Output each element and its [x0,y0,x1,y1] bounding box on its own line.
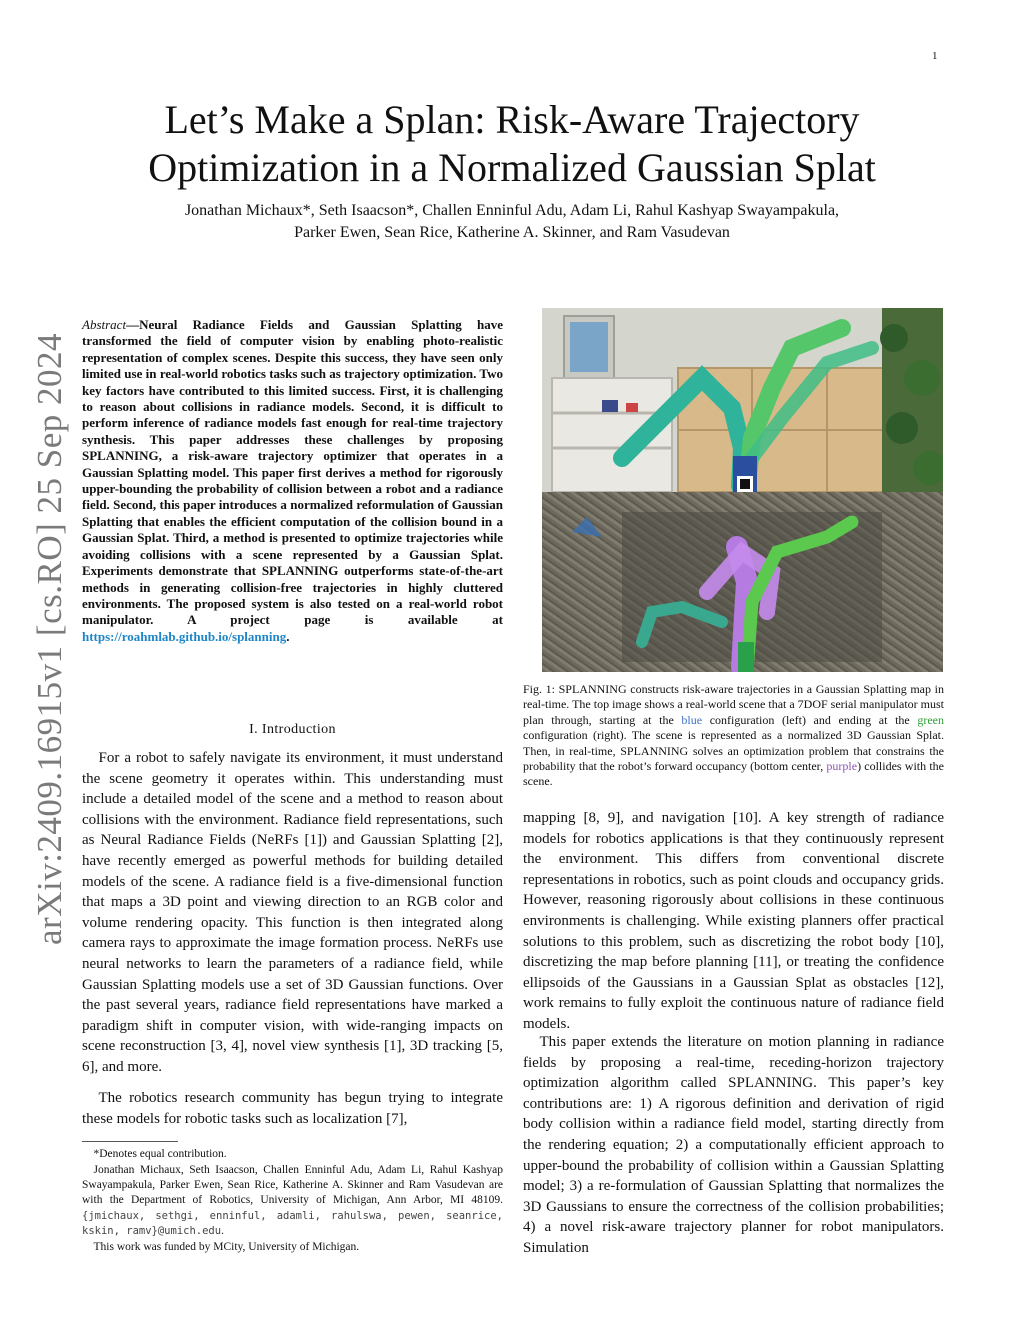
intro-paragraph-1: For a robot to safely navigate its environment, it must understand the scene geometry it operates within. This understanding must include a detailed model of the scene and a method to reason about collisions with the environment. Radiance field representations, such as Neural Radiance Fields (NeRFs [1]) and Gaussian Splatting [2], have recently emerged as powerful methods for building detailed models of the scene. A radiance field is a five-dimensional function that maps a 3D point and viewing direction to an RGB color and volume rendering opacity. This function is then integrated along camera rays to approximate the image formation process. NeRFs use neural networks to learn the parameters of a radiance field, while Gaussian Splatting models use a set of 3D Gaussian functions. Over the past several years, radiance field representations have marked a paradigm shift in computer vision, with wide-ranging impacts on scene reconstruction [3, 4], novel view synthesis [1], 3D tracking [5, 6], and more. [82,750,503,1075]
footnote-affiliation [82,1163,503,1239]
page-number: 1 [932,50,938,62]
figure-top-real-scene [542,308,943,492]
title-line-1: Let’s Make a Splan: Risk-Aware Trajectory [164,97,860,142]
author-list [100,200,924,244]
caption-blue-word: blue [681,712,703,727]
caption-part-3: configuration (right). The scene is represented as a normalized 3D Gaussian Splat. Then, in real-time, SPLANNING solves an optimization problem that constrains the probability that the robot’s forward occupancy (bottom center, [523,728,944,774]
footnote-affiliation-end: . [221,1224,224,1237]
footnote-rule [82,1141,178,1142]
paper-title [100,96,924,192]
arxiv-stamp: arXiv:2409.16915v1 [cs.RO] 25 Sep 2024 [30,332,69,945]
figure-1 [542,308,943,672]
intro-paragraph-2: The robotics research community has begun trying to integrate these models for robotic tasks such as localization [7], [82,1090,503,1127]
abstract-end: . [286,628,290,644]
figure-bottom-gaussian-splat [542,492,943,672]
caption-part-2: configuration (left) and ending at the [702,712,918,727]
footnote-emails: {jmichaux, sethgi, enninful, adamli, rahulswa, pewen, seanrice, kskin, ramv}@umich.edu [82,1209,503,1237]
gaussian-splat-illustration [542,492,943,672]
caption-part-4: ) collides with the scene. [523,759,944,789]
abstract-body: —Neural Radiance Fields and Gaussian Splatting have transformed the field of computer vision by enabling photo-realistic representation of complex scenes. Despite this success, they have seen only limited use in real-world robotics tasks such as trajectory optimization. Two key factors have contributed to this limited success. First, it is challenging to reason about collisions in radiance models. Second, it is difficult to perform inference of radiance models fast enough for real-time trajectory synthesis. This paper addresses these challenges by proposing SPLANNING, a risk-aware trajectory optimizer that operates in a Gaussian Splatting model. This paper first derives a method for rigorously upper-bounding the probability of collision between a robot and a radiance field. Second, this paper introduces a normalized reformulation of Gaussian Splatting that enables the efficient computation of the collision bound in a Gaussian Splat. Third, a method is presented to optimize trajectories while avoiding collisions with a scene represented by a Gaussian Splat. Experiments demonstrate that SPLANNING outperforms state-of-the-art methods in generating collision-free trajectories in highly cluttered environments. The proposed system is also tested on a real-world robot manipulator. A project page is available at [82,317,503,628]
authors-line-2: Parker Ewen, Sean Rice, Katherine A. Skinner, and Ram Vasudevan [294,224,730,241]
footnote-funding: This work was funded by MCity, University of Michigan. [93,1241,360,1253]
section-heading-introduction: I. Introduction [249,722,336,737]
footnote-affiliation-text: Jonathan Michaux, Seth Isaacson, Challen Enninful Adu, Adam Li, Rahul Kashyap Swayampakula, Parker Ewen, Sean Rice, Katherine A. Skinner and Ram Vasudevan are with the Department of Robotics, University of Michigan, Ann Arbor, MI 48109. [82,1164,503,1207]
caption-purple-word: purple [826,759,858,774]
abstract [82,317,503,645]
authors-line-1: Jonathan Michaux*, Seth Isaacson*, Challen Enninful Adu, Adam Li, Rahul Kashyap Swayampakula, [184,202,840,219]
abstract-lead: Abstract [82,317,127,332]
figure-1-caption [523,682,944,790]
project-page-link[interactable]: https://roahmlab.github.io/splanning [82,628,287,644]
real-scene-illustration [542,308,943,492]
footnote-equal-contribution: *Denotes equal contribution. [93,1148,227,1160]
caption-green-word: green [917,712,944,727]
title-line-2: Optimization in a Normalized Gaussian Splat [148,145,876,190]
caption-part-1: Fig. 1: SPLANNING constructs risk-aware trajectories in a Gaussian Splatting map in real-time. The top image shows a real-world scene that a 7DOF serial manipulator must plan through, starting at the [523,682,944,727]
right-paragraph-2: This paper extends the literature on motion planning in radiance fields by proposing a real-time, receding-horizon trajectory optimization algorithm called SPLANNING. This paper’s key contributions are: 1) A rigorous definition and derivation of rigid body collision within a radiance field model, starting directly from the rendering equation; 2) a computationally efficient approach to upper-bound the probability of collision within a Gaussian Splatting model; 3) a re-formulation of Gaussian Splatting that normalizes the 3D Gaussians to ensure the correctness of the collision probabilities; 4) a novel risk-aware trajectory planner for robot manipulators. Simulation [523,1034,944,1256]
right-paragraph-1: mapping [8, 9], and navigation [10]. A key strength of radiance models for robotics applications is that they continuously represent the environment. This differs from conventional discrete representations in robotics, such as point clouds and occupancy grids. However, reasoning rigorously about collisions in these continuous environments is challenging. While existing planners offer practical solutions to this problem, such as discretizing the robot body [10], discretizing the map before planning [11], or treating the confidence ellipsoids of the Gaussians in a Gaussian Splat as obstacles [12], work remains to fully exploit the continuous nature of radiance field models. [523,810,944,1032]
